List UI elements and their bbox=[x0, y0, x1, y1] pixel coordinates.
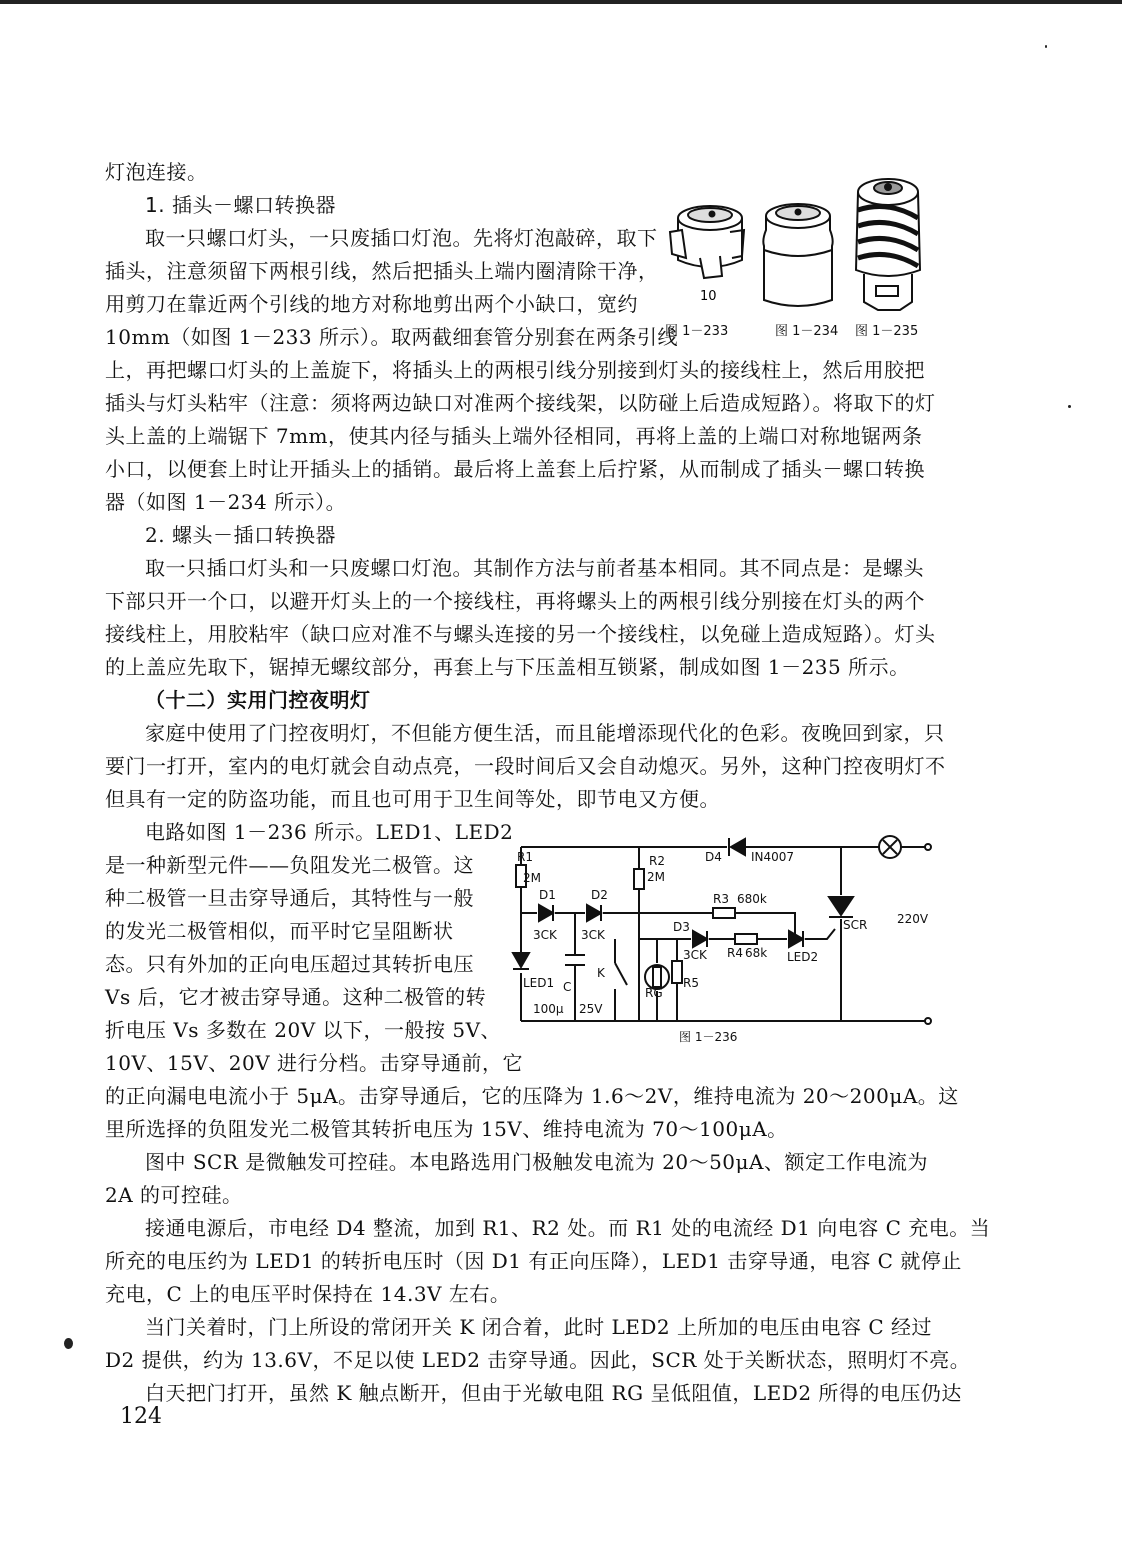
section-heading: 1. 插头－螺口转换器 bbox=[145, 193, 336, 217]
label-rg: RG bbox=[645, 986, 663, 1000]
text-line: D2 提供，约为 13.6V，不足以使 LED2 击穿导通。因此，SCR 处于关断状态，照明灯不亮。 bbox=[105, 1348, 971, 1372]
label-r2-val: 2M bbox=[647, 870, 665, 884]
label-d1: D1 bbox=[539, 888, 556, 902]
text-line: 家庭中使用了门控夜明灯，不但能方便生活，而且能增添现代化的色彩。夜晚回到家，只 bbox=[145, 721, 945, 745]
circuit-labels bbox=[517, 850, 929, 1044]
label-scr: SCR bbox=[843, 918, 868, 932]
text-line: 2A 的可控硅。 bbox=[105, 1183, 243, 1207]
scan-speck bbox=[1045, 45, 1047, 48]
text-line: 插头与灯头粘牢（注意：须将两边缺口对准两个接线架，以防碰上后造成短路）。将取下的灯 bbox=[105, 391, 936, 415]
fig-235-adapter bbox=[856, 179, 920, 310]
text-line: 种二极管一旦击穿导通后，其特性与一般 bbox=[105, 886, 474, 910]
label-d1-part: 3CK bbox=[533, 928, 557, 942]
fig-233-adapter bbox=[670, 206, 744, 278]
label-d4: D4 bbox=[705, 850, 722, 864]
fig-234-caption: 图 1－234 bbox=[775, 324, 839, 339]
fig-233-caption: 图 1－233 bbox=[665, 324, 729, 339]
text-line: 白天把门打开，虽然 K 触点断开，但由于光敏电阻 RG 呈低阻值，LED2 所得的电压仍达 bbox=[145, 1381, 962, 1405]
text-line: 小口，以便套上时让开插头上的插销。最后将上盖套上后拧紧，从而制成了插头－螺口转换 bbox=[105, 457, 925, 481]
fig-233-label: 10 bbox=[700, 289, 717, 304]
text-line: 的正向漏电电流小于 5μA。击穿导通后，它的压降为 1.6～2V，维持电流为 20～200μA。这 bbox=[105, 1084, 959, 1108]
scan-speck bbox=[1068, 405, 1071, 408]
text-line: 取一只插口灯头和一只废螺口灯泡。其制作方法与前者基本相同。其不同点是：是螺头 bbox=[145, 556, 924, 580]
text-line: 头上盖的上端锯下 7mm，使其内径与插头上端外径相同，再将上盖的上端口对称地锯两条 bbox=[105, 424, 923, 448]
label-c-val: 100μ bbox=[533, 1002, 564, 1016]
label-d4-part: IN4007 bbox=[751, 850, 795, 864]
text-line: 灯泡连接。 bbox=[105, 160, 208, 184]
text-line: 当门关着时，门上所设的常闭开关 K 闭合着，此时 LED2 上所加的电压由电容 C 经过 bbox=[145, 1315, 933, 1339]
label-d3: D3 bbox=[673, 920, 690, 934]
text-line: 里所选择的负阻发光二极管其转折电压为 15V、维持电流为 70～100μA。 bbox=[105, 1117, 788, 1141]
page-number: 124 bbox=[120, 1404, 162, 1429]
section-heading: 2. 螺头－插口转换器 bbox=[145, 523, 336, 547]
text-line: 的发光二极管相似，而平时它呈阻断状 bbox=[105, 919, 454, 943]
text-line: Vs 后，它才被击穿导通。这种二极管的转 bbox=[105, 985, 487, 1009]
text-line: 接通电源后，市电经 D4 整流，加到 R1、R2 处。而 R1 处的电流经 D1 向电容 C 充电。当 bbox=[145, 1216, 991, 1240]
label-d2: D2 bbox=[591, 888, 608, 902]
label-led2: LED2 bbox=[787, 950, 819, 964]
fig-234-adapter bbox=[763, 204, 832, 306]
text-line: 所充的电压约为 LED1 的转折电压时（因 D1 有正向压降），LED1 击穿导通，电容 C 就停止 bbox=[105, 1249, 962, 1273]
label-220v: 220V bbox=[897, 912, 929, 926]
text-line: 10V、15V、20V 进行分档。击穿导通前，它 bbox=[105, 1051, 524, 1075]
label-r2: R2 bbox=[649, 854, 665, 868]
text-line: 要门一打开，室内的电灯就会自动点亮，一段时间后又会自动熄灭。另外，这种门控夜明灯不 bbox=[105, 754, 946, 778]
label-led1: LED1 bbox=[523, 976, 555, 990]
label-c: C bbox=[563, 980, 572, 994]
text-line: 折电压 Vs 多数在 20V 以下，一般按 5V、 bbox=[105, 1018, 502, 1042]
text-line: 充电，C 上的电压平时保持在 14.3V 左右。 bbox=[105, 1282, 511, 1306]
text-line: 是一种新型元件——负阻发光二极管。这 bbox=[105, 853, 474, 877]
text-line: 但具有一定的防盗功能，而且也可用于卫生间等处，即节电又方便。 bbox=[105, 787, 720, 811]
label-r3-val: 680k bbox=[737, 892, 767, 906]
label-c-volt: 25V bbox=[579, 1002, 603, 1016]
scan-speck bbox=[64, 1338, 73, 1349]
label-r4-val: 68k bbox=[745, 946, 768, 960]
text-line: 电路如图 1－236 所示。LED1、LED2 bbox=[145, 820, 514, 844]
page-top-border bbox=[0, 0, 1122, 4]
text-line: 用剪刀在靠近两个引线的地方对称地剪出两个小缺口，宽约 bbox=[105, 292, 638, 316]
chapter-heading: （十二）实用门控夜明灯 bbox=[145, 688, 371, 712]
text-line: 态。只有外加的正向电压超过其转折电压 bbox=[105, 952, 474, 976]
text-line: 图中 SCR 是微触发可控硅。本电路选用门极触发电流为 20～50μA、额定工作电流为 bbox=[145, 1150, 928, 1174]
fig-236-caption: 图 1－236 bbox=[679, 1030, 738, 1044]
text-line: 上，再把螺口灯头的上盖旋下，将插头上的两根引线分别接到灯头的接线柱上，然后用胶把 bbox=[105, 358, 925, 382]
text-line: 10mm（如图 1－233 所示）。取两截细套管分别套在两条引线 bbox=[105, 325, 678, 349]
label-r1: R1 bbox=[517, 850, 533, 864]
label-r4: R4 bbox=[727, 946, 743, 960]
converter-figures bbox=[660, 170, 950, 345]
label-d3-part: 3CK bbox=[683, 948, 707, 962]
text-line: 器（如图 1－234 所示）。 bbox=[105, 490, 347, 514]
circuit-diagram bbox=[505, 825, 950, 1050]
text-line: 的上盖应先取下，锯掉无螺纹部分，再套上与下压盖相互锁紧，制成如图 1－235 所示。 bbox=[105, 655, 910, 679]
label-r5: R5 bbox=[683, 976, 699, 990]
text-line: 取一只螺口灯头，一只废插口灯泡。先将灯泡敲碎，取下 bbox=[145, 226, 658, 250]
text-line: 接线柱上，用胶粘牢（缺口应对准不与螺头连接的另一个接线柱，以免碰上造成短路）。灯头 bbox=[105, 622, 936, 646]
label-r3: R3 bbox=[713, 892, 729, 906]
fig-235-caption: 图 1－235 bbox=[855, 324, 919, 339]
text-line: 下部只开一个口，以避开灯头上的一个接线柱，再将螺头上的两根引线分别接在灯头的两个 bbox=[105, 589, 925, 613]
label-k: K bbox=[597, 966, 605, 980]
text-line: 插头，注意须留下两根引线，然后把插头上端内圈清除干净， bbox=[105, 259, 659, 283]
label-r1-val: 2M bbox=[523, 871, 541, 885]
label-d2-part: 3CK bbox=[581, 928, 605, 942]
